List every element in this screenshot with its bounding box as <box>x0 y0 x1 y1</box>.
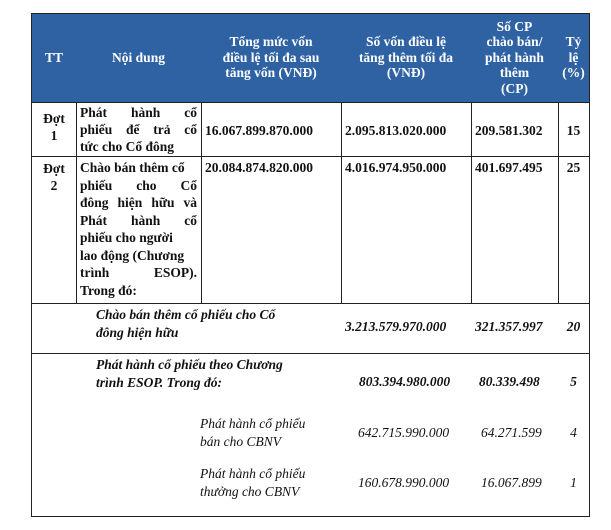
chao-ban-so-cp: 321.357.997 <box>475 319 543 334</box>
esop-ty-le: 5 <box>570 374 577 389</box>
dot2-noi-dung-line-5: phiếu cho người <box>80 230 173 245</box>
header-noi-dung <box>76 13 201 102</box>
grid-header-bottom <box>31 102 590 103</box>
cbnv-thuong-label-line-1: Phát hành cổ phiếu <box>200 466 306 481</box>
dot2-noi-dung-line-3: đông hiện hữu và <box>80 195 197 210</box>
cbnv-thuong-label <box>200 465 350 501</box>
dot2-noi-dung-line-4: Phát hành cổ <box>80 212 197 228</box>
header-so-cp-line-4: thêm <box>499 65 530 81</box>
header-so-von-line-2: tăng thêm tối đa <box>358 49 454 65</box>
cbnv-ban-label-line-1: Phát hành cổ phiếu <box>200 416 306 431</box>
dot1-ty-le: 15 <box>566 123 581 138</box>
esop-label-line-2: trình ESOP. Trong đó: <box>96 375 223 390</box>
dot1-tt <box>32 110 76 144</box>
cbnv-thuong-so-cp: 16.067.899 <box>481 475 542 490</box>
header-tong-muc-von-line-3: tăng vốn (VNĐ) <box>225 65 317 81</box>
dot2-noi-dung-line-7: trình ESOP). <box>80 265 197 280</box>
chao-ban-label <box>96 306 336 342</box>
grid-row-dot1-bottom <box>31 156 590 157</box>
dot1-tong-von: 16.067.899.870.000 <box>205 123 313 138</box>
grid-col-tong-von <box>341 102 342 304</box>
header-so-cp-line-3: phát hành <box>485 49 544 65</box>
dot1-tt-line-2: 1 <box>50 128 58 143</box>
dot2-tong-von: 20.084.874.820.000 <box>205 160 313 175</box>
chao-ban-von-tang: 3.213.579.970.000 <box>345 319 447 334</box>
grid-row-dot2-bottom <box>31 303 590 304</box>
dot2-so-cp: 401.697.495 <box>475 160 543 175</box>
dot1-noi-dung <box>80 104 197 155</box>
header-so-von-line-1: Số vốn điều lệ <box>366 34 446 50</box>
dot2-tt-line-2: 2 <box>50 178 58 193</box>
grid-top-border <box>31 13 590 14</box>
dot1-tt-line-1: Đợt <box>43 111 65 126</box>
dot2-noi-dung <box>80 159 197 299</box>
esop-label <box>96 356 336 392</box>
esop-von-tang: 803.394.980.000 <box>359 374 451 389</box>
cbnv-thuong-ty-le: 1 <box>570 475 577 490</box>
cbnv-thuong-label-line-2: thưởng cho CBNV <box>200 484 300 499</box>
chao-ban-label-line-1: Chào bán thêm cổ phiếu cho Cổ <box>96 307 276 322</box>
dot1-so-cp: 209.581.302 <box>475 123 543 138</box>
chao-ban-label-line-2: đông hiện hữu <box>96 325 179 340</box>
cbnv-ban-label-line-2: bán cho CBNV <box>200 434 281 449</box>
grid-bottom-border <box>31 516 590 517</box>
grid-left-border <box>31 13 32 517</box>
dot1-noi-dung-line-2: phiếu để trả cổ <box>80 122 197 137</box>
dot1-noi-dung-line-1: Phát hành cổ <box>80 105 197 120</box>
grid-right-border <box>589 13 590 517</box>
cbnv-thuong-von-tang: 160.678.990.000 <box>358 475 450 490</box>
header-ty-le <box>558 13 589 102</box>
grid-col-so-von <box>471 102 472 304</box>
header-so-von <box>341 13 471 102</box>
dot2-von-tang: 4.016.974.950.000 <box>345 160 447 175</box>
grid-col-noi-dung <box>201 102 202 304</box>
header-so-von-line-3: (VNĐ) <box>386 65 426 81</box>
cbnv-ban-so-cp: 64.271.599 <box>481 425 542 440</box>
header-tong-muc-von-line-2: điều lệ tối đa sau <box>222 49 320 65</box>
esop-label-line-1: Phát hành cổ phiếu theo Chương <box>96 357 283 372</box>
esop-so-cp: 80.339.498 <box>479 374 540 389</box>
dot2-noi-dung-line-2: phiếu cho Cổ <box>80 177 197 193</box>
header-tong-muc-von <box>201 13 341 102</box>
chao-ban-ty-le: 20 <box>566 319 581 334</box>
header-tt-label: TT <box>44 49 63 65</box>
grid-col-tt <box>76 102 77 304</box>
cbnv-ban-von-tang: 642.715.990.000 <box>358 425 450 440</box>
dot2-noi-dung-line-6: lao động (Chương <box>80 247 185 263</box>
cbnv-ban-label <box>200 415 350 451</box>
header-so-cp <box>471 13 558 102</box>
dot2-noi-dung-line-1: Chào bán thêm cổ <box>80 160 185 175</box>
header-ty-le-line-2: lệ <box>568 49 579 65</box>
header-so-cp-line-1: Số CP <box>496 18 533 34</box>
dot2-tt-line-1: Đợt <box>43 161 65 176</box>
dot1-noi-dung-line-3: tức cho Cổ đông <box>80 139 174 154</box>
header-so-cp-line-5: (CP) <box>501 80 528 96</box>
dot2-noi-dung-line-8: Trong đó: <box>80 282 137 298</box>
header-so-cp-line-2: chào bán/ <box>486 34 543 50</box>
dot1-von-tang: 2.095.813.020.000 <box>345 123 447 138</box>
grid-row-chao-ban-bottom <box>31 353 590 354</box>
dot2-ty-le: 25 <box>566 160 581 175</box>
header-tong-muc-von-line-1: Tổng mức vốn <box>229 34 313 50</box>
header-tt <box>32 13 76 102</box>
header-noi-dung-label: Nội dung <box>112 49 165 65</box>
cbnv-ban-ty-le: 4 <box>570 425 577 440</box>
dot2-tt <box>32 160 76 194</box>
header-ty-le-line-1: Tỷ <box>565 34 582 50</box>
header-ty-le-line-3: (%) <box>562 65 585 81</box>
